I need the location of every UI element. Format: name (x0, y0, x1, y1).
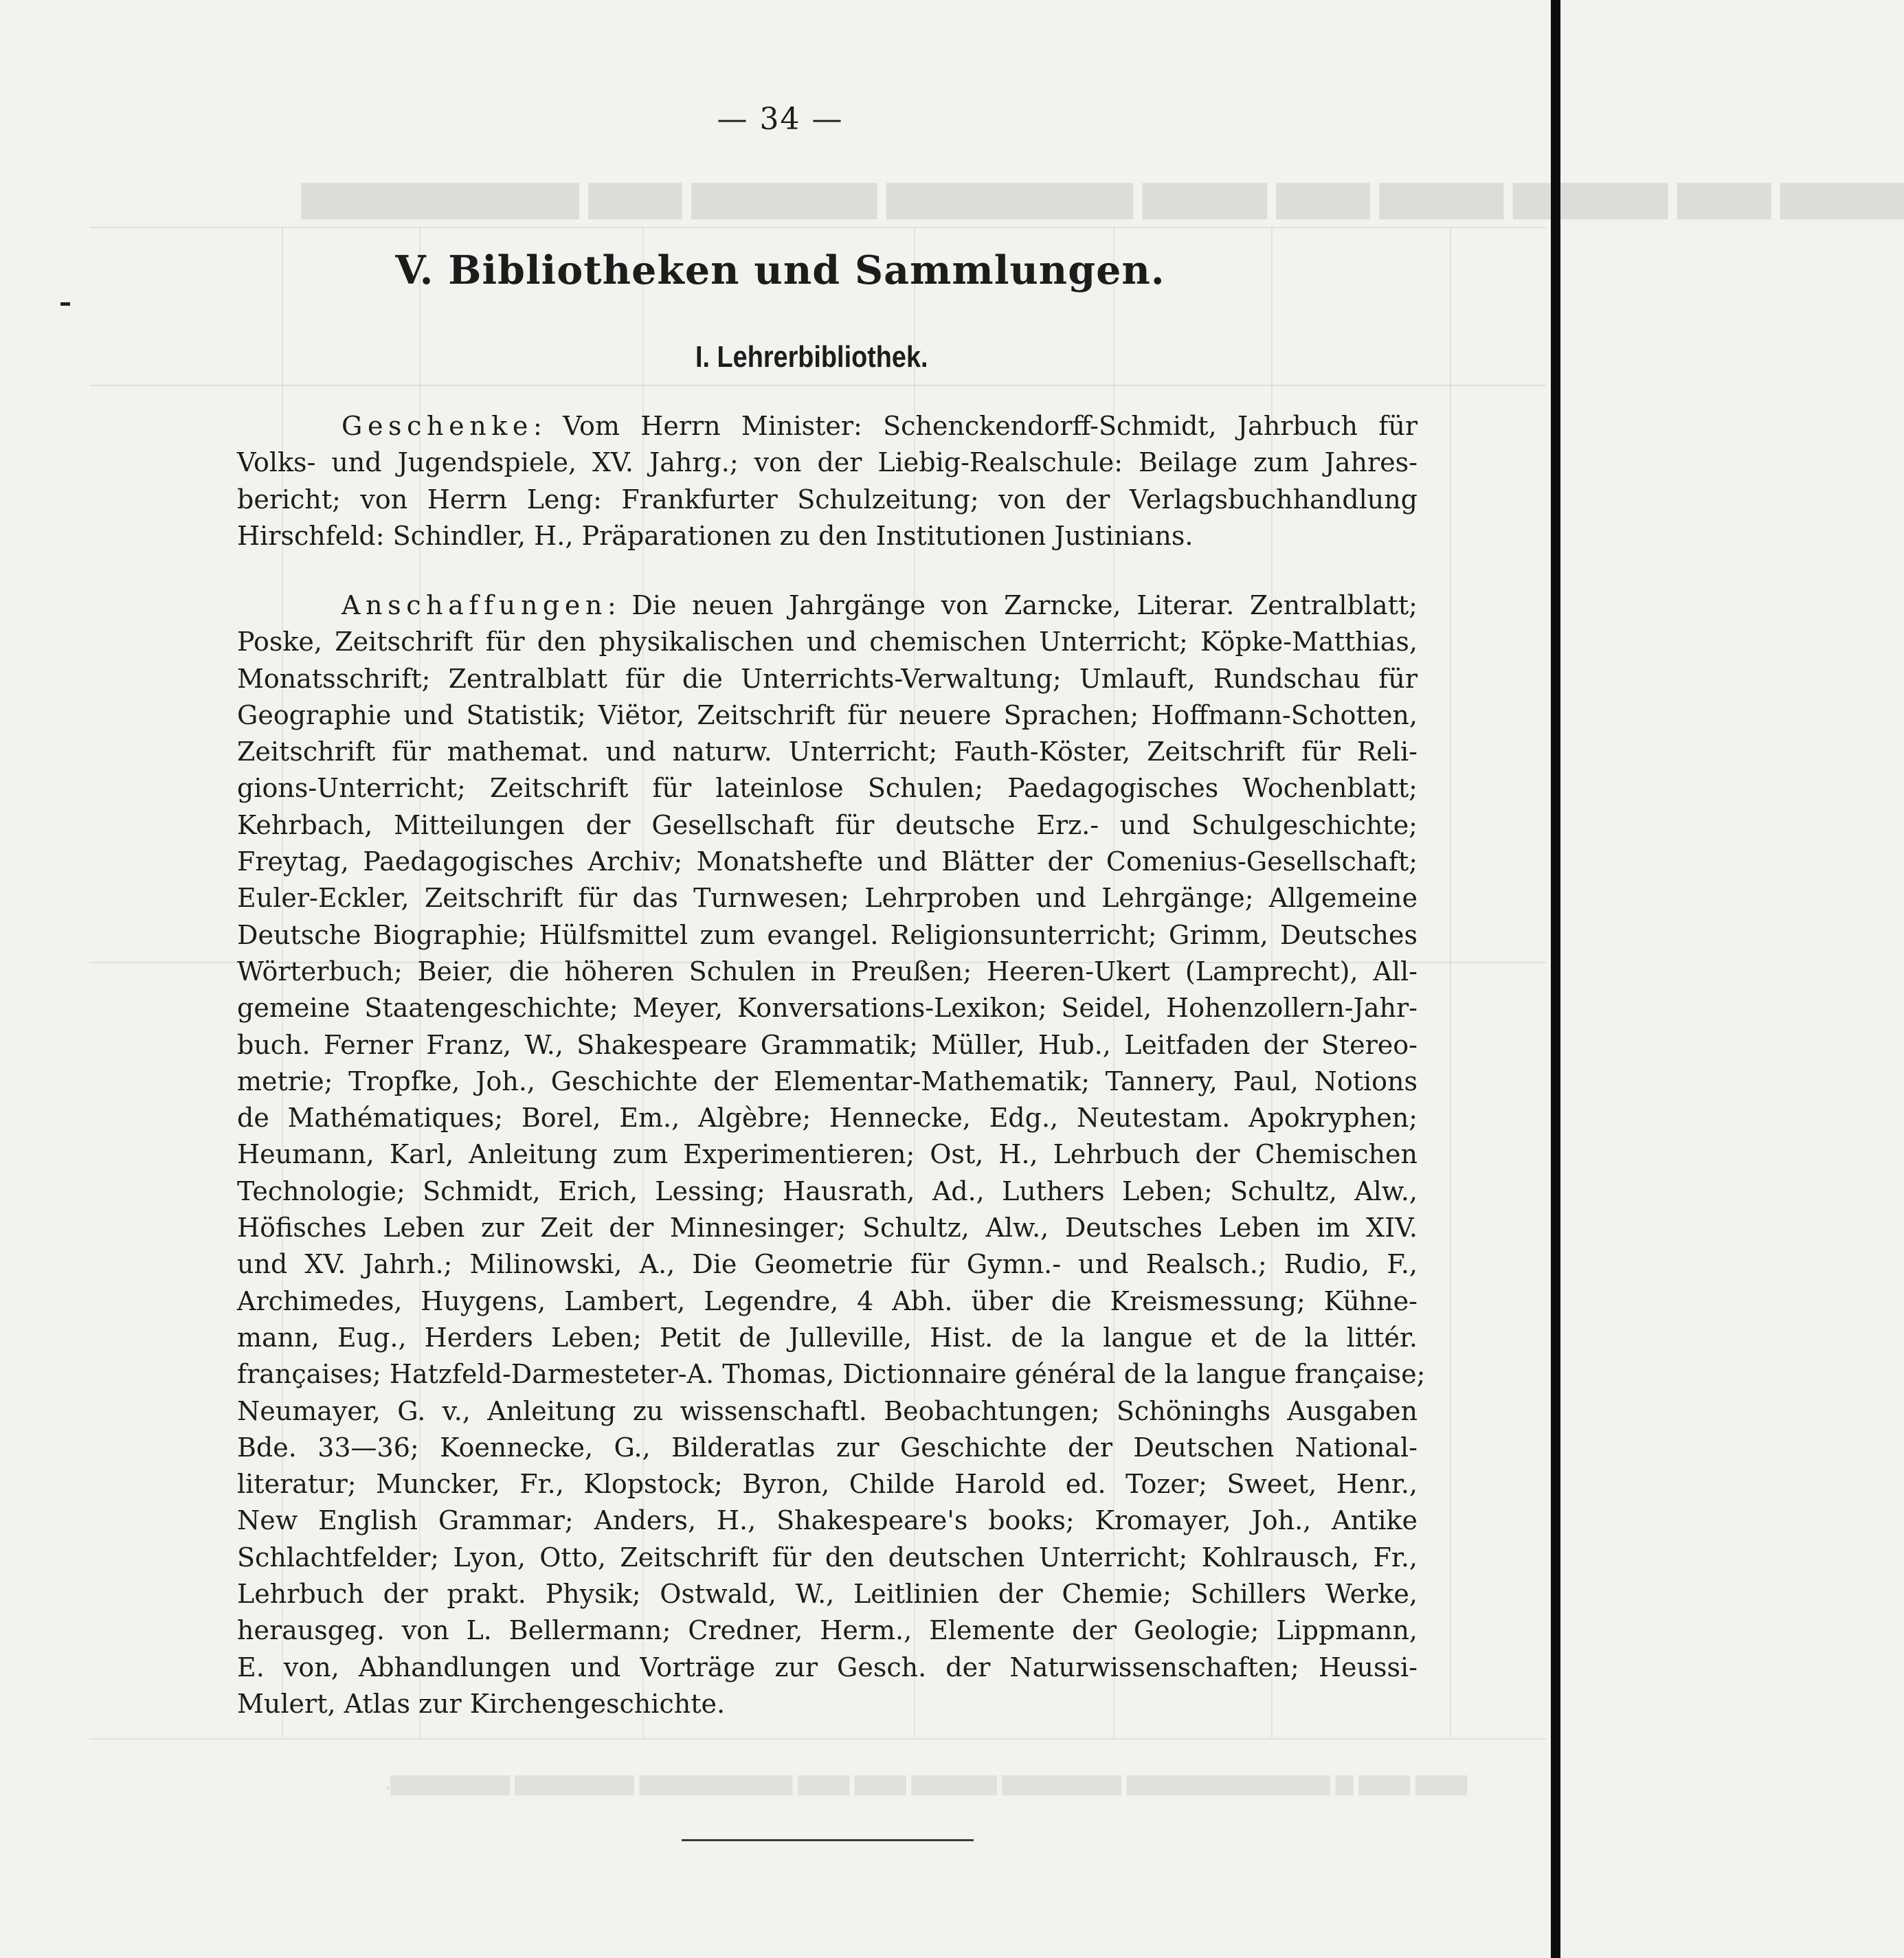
text-line: françaises; Hatzfeld-Darmesteter-A. Thomas, Dictionnaire général de la langue française; (237, 1359, 1426, 1390)
page-number: — 34 — (717, 102, 844, 137)
bleed-through-footnote: ​▆▆▆ ▆▆▆ ▆ ▆▆▆▆▆▆▆▆▆▆▆▆ ▆▆▆▆▆▆▆ ▆▆▆▆▆ ▆▆▆ ▆▆▆ ▆▆▆▆▆▆▆▆▆ ▆▆▆▆▆▆▆ ▆▆▆▆▆▆▆. (385, 1770, 1467, 1794)
text-line: de Mathématiques; Borel, Em., Algèbre; Hennecke, Edg., Neutestam. Apokryphen; (237, 1103, 1418, 1134)
text-line: mann, Eug., Herders Leben; Petit de Julleville, Hist. de la langue et de la littér. (237, 1322, 1418, 1353)
text-line: und XV. Jahrh.; Milinowski, A., Die Geometrie für Gymn.- und Realsch.; Rudio, F., (237, 1249, 1418, 1280)
text-line: Mulert, Atlas zur Kirchengeschichte. (237, 1688, 726, 1719)
text-line: Monatsschrift; Zentralblatt für die Unterrichts-Verwaltung; Umlauft, Rundschau für (237, 663, 1418, 694)
text-line: Höfisches Leben zur Zeit der Minnesinger; Schultz, Alw., Deutsches Leben im XIV. (237, 1213, 1418, 1244)
page-edge-shadow (1551, 0, 1560, 1958)
paragraph-label: Geschenke (341, 411, 533, 441)
text-line: Anschaffungen: Die neuen Jahrgänge von Zarncke, Literar. Zentralblatt; (341, 590, 1418, 620)
text-line: herausgeg. von L. Bellermann; Credner, Herm., Elemente der Geologie; Lippmann, (237, 1615, 1418, 1646)
text-line: literatur; Muncker, Fr., Klopstock; Byron, Childe Harold ed. Tozer; Sweet, Henr., (237, 1469, 1418, 1500)
text-line: Archimedes, Huygens, Lambert, Legendre, 4 Abh. über die Kreismessung; Kühne- (237, 1285, 1418, 1316)
text-line: Schlachtfelder; Lyon, Otto, Zeitschrift für den deutschen Unterricht; Kohlrausch, Fr., (237, 1542, 1418, 1573)
subsection-title: I. Lehrerbibliothek. (695, 340, 928, 374)
text-line: Wörterbuch; Beier, die höheren Schulen in Preußen; Heeren-Ukert (Lamprecht), All- (237, 956, 1418, 987)
bleed-through-column-line (1450, 227, 1451, 1738)
paragraph-label: Anschaffungen (341, 590, 607, 620)
text-line: Volks- und Jugendspiele, XV. Jahrg.; von der Liebig-Realschule: Beilage zum Jahres- (237, 447, 1418, 478)
text-line: Geschenke: Vom Herrn Minister: Schenckendorff-Schmidt, Jahrbuch für (341, 411, 1418, 441)
text-line: Lehrbuch der prakt. Physik; Ostwald, W., Leitlinien der Chemie; Schillers Werke, (237, 1579, 1418, 1610)
text-line: E. von, Abhandlungen und Vorträge zur Gesch. der Naturwissenschaften; Heussi- (237, 1652, 1418, 1683)
end-rule (682, 1839, 974, 1841)
acquisitions-paragraph (237, 587, 1426, 1722)
text-line: metrie; Tropfke, Joh., Geschichte der Elementar-Mathematik; Tannery, Paul, Notions (237, 1066, 1418, 1096)
text-line: buch. Ferner Franz, W., Shakespeare Grammatik; Müller, Hub., Leitfaden der Stereo- (237, 1029, 1418, 1060)
bleed-through-rule (89, 1738, 1546, 1740)
bleed-through-rule (89, 385, 1546, 386)
text-line: Euler-Eckler, Zeitschrift für das Turnwesen; Lehrproben und Lehrgänge; Allgemeine (237, 883, 1418, 914)
bleed-through-heading: ​▆▆▆▆ ▆▆▆ ▆▆▆▆▆ ▆▆▆▆ ▆▆▆ ▆▆▆▆ ▆▆▆▆▆▆▆▆ ▆▆▆▆▆▆ ▆▆▆ ▆▆▆▆▆▆▆▆▆ (302, 173, 1904, 218)
section-title: V. Bibliotheken und Sammlungen. (395, 247, 1165, 293)
text-line: gemeine Staatengeschichte; Meyer, Konversations-Lexikon; Seidel, Hohenzollern-Jahr- (237, 993, 1418, 1024)
gifts-paragraph (237, 408, 1418, 554)
text-line: Technologie; Schmidt, Erich, Lessing; Hausrath, Ad., Luthers Leben; Schultz, Alw., (237, 1175, 1418, 1206)
text-line: bericht; von Herrn Leng: Frankfurter Schulzeitung; von der Verlagsbuchhandlung (237, 484, 1418, 515)
text-line: Bde. 33—36; Koennecke, G., Bilderatlas zur Geschichte der Deutschen National- (237, 1432, 1418, 1463)
text-line: Poske, Zeitschrift für den physikalischen und chemischen Unterricht; Köpke-Matthias, (237, 627, 1418, 657)
margin-mark (60, 302, 70, 306)
text-line: Neumayer, G. v., Anleitung zu wissenschaftl. Beobachtungen; Schöninghs Ausgaben (237, 1395, 1418, 1426)
text-line: Zeitschrift für mathemat. und naturw. Unterricht; Fauth-Köster, Zeitschrift für Reli- (237, 736, 1418, 767)
text-line: Freytag, Paedagogisches Archiv; Monatshefte und Blätter der Comenius-Gesellschaft; (237, 846, 1418, 877)
text-line: New English Grammar; Anders, H., Shakespeare's books; Kromayer, Joh., Antike (237, 1505, 1418, 1536)
bleed-through-rule (89, 227, 1546, 228)
text-line: Kehrbach, Mitteilungen der Gesellschaft für deutsche Erz.- und Schulgeschichte; (237, 809, 1418, 840)
text-line: Hirschfeld: Schindler, H., Präparationen zu den Institutionen Justinians. (237, 520, 1194, 551)
text-line: Heumann, Karl, Anleitung zum Experimentieren; Ost, H., Lehrbuch der Chemischen (237, 1139, 1418, 1170)
text-line: Deutsche Biographie; Hülfsmittel zum evangel. Religionsunterricht; Grimm, Deutsches (237, 919, 1418, 950)
text-line: gions-Unterricht; Zeitschrift für lateinlose Schulen; Paedagogisches Wochenblatt; (237, 773, 1418, 804)
text-line: Geographie und Statistik; Viëtor, Zeitschrift für neuere Sprachen; Hoffmann-Schotten, (237, 699, 1418, 730)
